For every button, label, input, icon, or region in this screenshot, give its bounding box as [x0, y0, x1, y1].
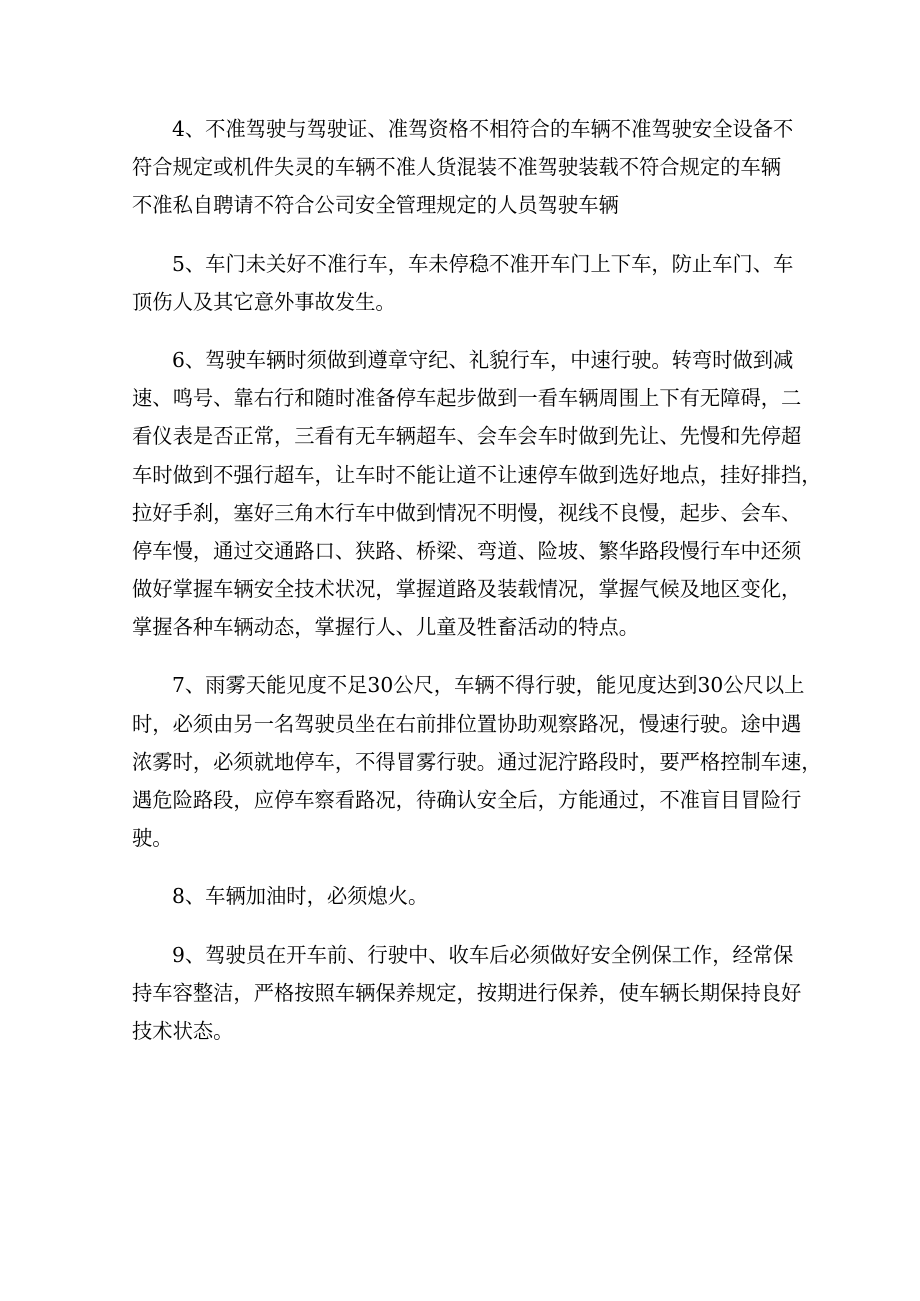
paragraph-8 — [132, 877, 802, 915]
text-line: 车时做到不强行超车，让车时不能让道不让速停车做到选好地点，挂好排挡， — [132, 462, 822, 487]
paragraph-6 — [132, 341, 822, 647]
text-line: 拉好手刹，塞好三角木行车中做到情况不明慢，视线不良慢，起步、会车、 — [132, 500, 802, 525]
text-line: 顶伤人及其它意外事故发生。 — [132, 289, 396, 314]
text-line: 4、不准驾驶与驾驶证、准驾资格不相符合的车辆不准驾驶安全设备不 — [172, 117, 794, 141]
text-line: 不准私自聘请不符合公司安全管理规定的人员驾驶车辆 — [132, 193, 619, 218]
text-line: 浓雾时，必须就地停车，不得冒雾行驶。通过泥泞路段时，要严格控制车速， — [132, 749, 822, 774]
text-line: 时，必须由另一名驾驶员坐在右前排位置协助观察路况，慢速行驶。途中遇 — [132, 711, 802, 736]
text-line: 7、雨雾天能见度不足30公尺，车辆不得行驶，能见度达到30公尺以上 — [172, 673, 805, 698]
paragraph-4 — [132, 110, 802, 225]
text-line: 5、车门未关好不准行车，车未停稳不准开车门上下车，防止车门、车 — [172, 251, 794, 276]
paragraph-5 — [132, 245, 802, 321]
text-line: 速、鸣号、靠右行和随时准备停车起步做到一看车辆周围上下有无障碍，二 — [132, 386, 802, 411]
text-line: 6、驾驶车辆时须做到遵章守纪、礼貌行车，中速行驶。转弯时做到减 — [172, 347, 794, 372]
document-page — [132, 110, 822, 1050]
text-line: 技术状态。 — [132, 1018, 234, 1043]
text-line: 8、车辆加油时，必须熄火。 — [172, 884, 429, 909]
text-line: 停车慢，通过交通路口、狭路、桥梁、弯道、险坡、繁华路段慢行车中还须 — [132, 538, 802, 563]
text-line: 遇危险路段，应停车察看路况，待确认安全后，方能通过，不准盲目冒险行 — [132, 788, 802, 812]
text-line: 9、驾驶员在开车前、行驶中、收车后必须做好安全例保工作，经常保 — [172, 942, 794, 967]
text-line: 持车容整洁，严格按照车辆保养规定，按期进行保养，使车辆长期保持良好 — [132, 980, 802, 1005]
text-line: 掌握各种车辆动态，掌握行人、儿童及牲畜活动的特点。 — [132, 615, 640, 640]
text-line: 做好掌握车辆安全技术状况，掌握道路及装载情况，掌握气候及地区变化， — [132, 577, 802, 602]
paragraph-7 — [132, 666, 822, 857]
paragraph-9 — [132, 936, 802, 1051]
text-line: 看仪表是否正常，三看有无车辆超车、会车会车时做到先让、先慢和先停超 — [132, 424, 802, 449]
text-line: 符合规定或机件失灵的车辆不准人货混装不准驾驶装载不符合规定的车辆 — [132, 155, 782, 180]
text-line: 驶。 — [132, 826, 173, 851]
